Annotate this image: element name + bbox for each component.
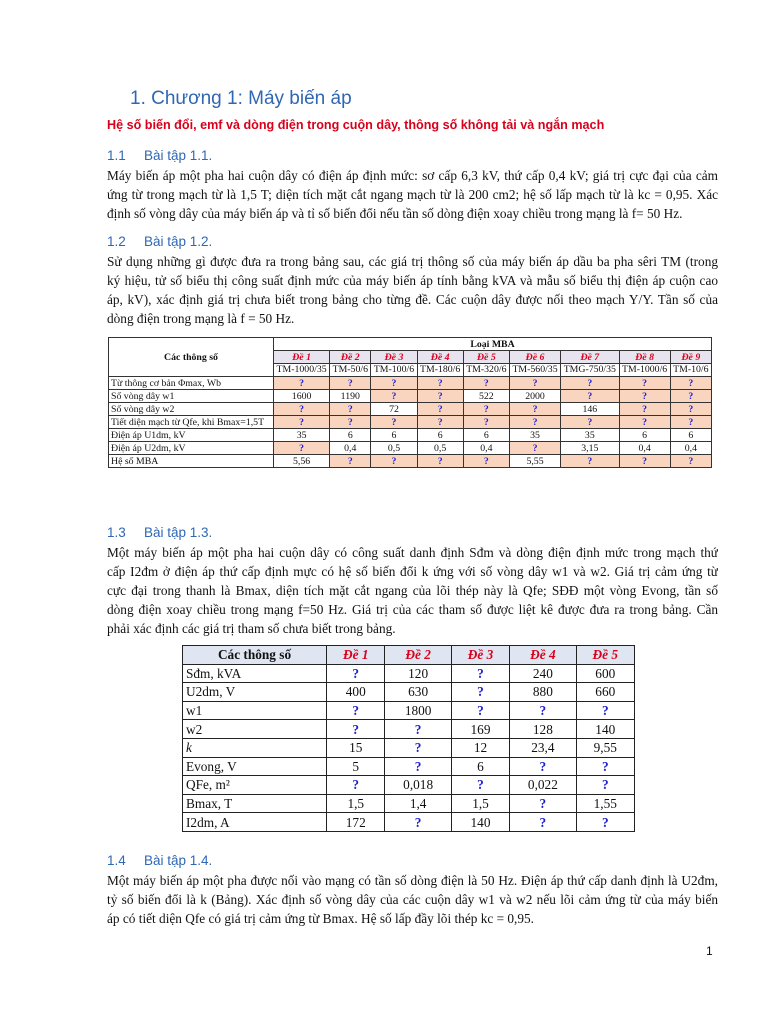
table-cell: 140 — [576, 720, 634, 739]
table-cell: ? — [451, 701, 509, 720]
table-cell: QFe, m² — [183, 776, 327, 795]
table-cell: ? — [417, 377, 463, 390]
table-cell: ? — [670, 390, 711, 403]
table-cell: ? — [670, 403, 711, 416]
table-transformer-types — [108, 337, 712, 468]
table-cell: Evong, V — [183, 757, 327, 776]
section-1-1-text — [107, 166, 718, 223]
table-cell: 400 — [327, 683, 385, 702]
table-cell: ? — [670, 455, 711, 468]
table-header-row — [109, 338, 712, 351]
table-cell: ? — [371, 390, 417, 403]
table-cell: 5,55 — [509, 455, 560, 468]
table-cell: Hệ số MBA — [109, 455, 274, 468]
table-cell: ? — [327, 701, 385, 720]
table-cell: ? — [385, 757, 451, 776]
table-cell: ? — [576, 701, 634, 720]
table-cell: 630 — [385, 683, 451, 702]
section-1-4-text — [107, 871, 718, 928]
table-cell: 140 — [451, 813, 509, 832]
table-header-cell: Đề 2 — [385, 646, 451, 665]
table-cell: 5,56 — [274, 455, 330, 468]
section-title: Bài tập 1.3. — [144, 525, 213, 540]
table-row — [109, 403, 712, 416]
table-cell: ? — [619, 403, 670, 416]
table-header-cell: Đề 2 — [330, 351, 371, 364]
table-cell: 128 — [510, 720, 576, 739]
table-cell: 3,15 — [561, 442, 619, 455]
table-cell: ? — [463, 377, 509, 390]
table-header-cell: Đề 1 — [274, 351, 330, 364]
table-cell: 169 — [451, 720, 509, 739]
table-header-cell: Đề 9 — [670, 351, 711, 364]
table-cell: 0,5 — [371, 442, 417, 455]
table-row — [109, 377, 712, 390]
table-cell: w1 — [183, 701, 327, 720]
section-number: 1.3 — [107, 525, 126, 540]
table-header-cell: Đề 3 — [371, 351, 417, 364]
table-cell: ? — [509, 416, 560, 429]
table-cell: 35 — [274, 429, 330, 442]
table-header-cell: Đề 3 — [451, 646, 509, 665]
section-heading-1-2 — [107, 234, 212, 249]
text-line: phải xác định các giá trị tham số chưa biết trong bảng. — [107, 621, 396, 636]
text-line: cấp I2đm ở điện áp thứ cấp định mực có hệ số biến đổi k ứng với số vòng dây w1 và w2. Giá trị cảm ứng từ — [107, 564, 718, 579]
table-cell: ? — [327, 776, 385, 795]
table-cell: ? — [274, 377, 330, 390]
table-header-cell: TMG-750/35 — [561, 364, 619, 377]
table-cell: ? — [385, 738, 451, 757]
table-header-cell: Đề 6 — [509, 351, 560, 364]
table-cell: ? — [274, 442, 330, 455]
table-cell: 6 — [417, 429, 463, 442]
table-cell: ? — [330, 416, 371, 429]
table-header-cell: Các thông số — [183, 646, 327, 665]
table-cell: ? — [371, 416, 417, 429]
table-row — [183, 683, 635, 702]
table-cell: ? — [451, 776, 509, 795]
chapter-title: 1. Chương 1: Máy biến áp — [130, 88, 352, 109]
text-line: Một máy biến áp một pha được nối vào mạng có tần số dòng điện là 50 Hz. Điện áp thứ cấp danh định là U2đm, — [107, 873, 718, 888]
table-header-cell: TM-560/35 — [509, 364, 560, 377]
table-header-cell: Loại MBA — [274, 338, 712, 351]
table-row — [183, 701, 635, 720]
table-cell: 35 — [509, 429, 560, 442]
table-cell: 600 — [576, 664, 634, 683]
table-cell: 15 — [327, 738, 385, 757]
table-cell: k — [183, 738, 327, 757]
table-header-cell: Đề 4 — [510, 646, 576, 665]
table-row — [109, 416, 712, 429]
section-1-3-text — [107, 543, 718, 638]
table-cell: 1,55 — [576, 794, 634, 813]
table-row — [183, 757, 635, 776]
table-cell: ? — [561, 416, 619, 429]
table-cell: Sđm, kVA — [183, 664, 327, 683]
table-cell: U2dm, V — [183, 683, 327, 702]
section-title: Bài tập 1.1. — [144, 148, 213, 163]
table-cell: 0,018 — [385, 776, 451, 795]
table-single-phase — [182, 645, 635, 832]
table-cell: 1600 — [274, 390, 330, 403]
section-number: 1.2 — [107, 234, 126, 249]
table-cell: 0,5 — [417, 442, 463, 455]
table-cell: 72 — [371, 403, 417, 416]
table-cell: 6 — [330, 429, 371, 442]
table-cell: 660 — [576, 683, 634, 702]
table-cell: 880 — [510, 683, 576, 702]
table-cell: 6 — [371, 429, 417, 442]
text-line: áp, kV), xác định giá trị chưa biết trong bảng cho từng đề. Các cuộn dây được nối theo mạch Y/Y. Tần số của — [107, 292, 718, 307]
table-cell: ? — [509, 442, 560, 455]
table-cell: 12 — [451, 738, 509, 757]
table-header-cell: TM-100/6 — [371, 364, 417, 377]
table-row — [109, 429, 712, 442]
table-cell: 0,4 — [619, 442, 670, 455]
table-row — [183, 813, 635, 832]
table-cell: 0,4 — [670, 442, 711, 455]
text-line: dòng điện xoay chiều trong mạng f=50 Hz. Giá trị của các tham số được liệt kê được đưa ra trong bảng. Cần — [107, 602, 718, 617]
section-1-2-text — [107, 252, 718, 328]
table-cell: Điện áp U2dm, kV — [109, 442, 274, 455]
table-header-cell: Đề 4 — [417, 351, 463, 364]
table-header-cell: Các thông số — [109, 338, 274, 377]
table-cell: 0,4 — [330, 442, 371, 455]
chapter-subtitle: Hệ số biến đổi, emf và dòng điện trong cuộn dây, thông số không tải và ngắn mạch — [107, 118, 605, 132]
table-cell: ? — [561, 390, 619, 403]
table-header-cell: TM-50/6 — [330, 364, 371, 377]
table-cell: ? — [274, 416, 330, 429]
table-cell: 0,022 — [510, 776, 576, 795]
table-cell: ? — [576, 776, 634, 795]
table-cell: 9,55 — [576, 738, 634, 757]
table-cell: Số vòng dây w1 — [109, 390, 274, 403]
table-cell: Số vòng dây w2 — [109, 403, 274, 416]
table-cell: 1,4 — [385, 794, 451, 813]
text-line: cực đại trong thanh là Bmax, diện tích mặt cắt ngang của lõi thép này là Qfe; SĐĐ một vòng Evong, tần số — [107, 583, 718, 598]
table-cell: 146 — [561, 403, 619, 416]
table-cell: 2000 — [509, 390, 560, 403]
table-cell: 35 — [561, 429, 619, 442]
table-cell: ? — [330, 455, 371, 468]
table-cell: ? — [417, 416, 463, 429]
text-line: định số vòng dây của máy biến áp và tỉ số biến đổi nếu tần số dòng điện xoay chiều trong mạng là f= 50 Hz. — [107, 206, 683, 221]
table-header-cell: TM-10/6 — [670, 364, 711, 377]
table-cell: ? — [576, 757, 634, 776]
table-cell: ? — [463, 416, 509, 429]
table-cell: ? — [619, 455, 670, 468]
table-header-cell: TM-320/6 — [463, 364, 509, 377]
text-line: Máy biến áp một pha hai cuộn dây có điện áp định mức: sơ cấp 6,3 kV, thứ cấp 0,4 kV; giá trị cực đại của cảm — [107, 168, 718, 183]
table-cell: ? — [510, 757, 576, 776]
section-title: Bài tập 1.2. — [144, 234, 213, 249]
table-cell: ? — [371, 455, 417, 468]
table-header-cell: Đề 1 — [327, 646, 385, 665]
table-cell: 23,4 — [510, 738, 576, 757]
text-line: áp có tiết diện Qfe có giá trị cảm ứng từ Bmax. Hệ số lấp đầy lõi thép kc = 0,95. — [107, 911, 534, 926]
table-header-cell: TM-1000/6 — [619, 364, 670, 377]
section-number: 1.4 — [107, 853, 126, 868]
table-cell: ? — [385, 720, 451, 739]
table-cell: 6 — [670, 429, 711, 442]
table-cell: 1,5 — [327, 794, 385, 813]
table-header-cell: TM-180/6 — [417, 364, 463, 377]
table-cell: 5 — [327, 757, 385, 776]
table-header-cell: Đề 5 — [576, 646, 634, 665]
table-cell: ? — [417, 390, 463, 403]
table-row — [183, 738, 635, 757]
text-line: ứng từ trong mạch từ là 1,5 T; diện tích mặt cắt ngang mạch từ là 200 cm2; hệ số lấp mạch từ là kc = 0,95. Xác — [107, 187, 718, 202]
table-header-cell: Đề 5 — [463, 351, 509, 364]
table-cell: I2dm, A — [183, 813, 327, 832]
table-header-cell: Đề 8 — [619, 351, 670, 364]
table-cell: ? — [619, 377, 670, 390]
text-line: tỷ số biến đổi là k (Bảng). Xác định số vòng dây của các cuộn dây w1 và w2 nếu lõi cảm ứng từ của máy biến — [107, 892, 718, 907]
table-cell: ? — [463, 455, 509, 468]
table-row — [183, 664, 635, 683]
section-heading-1-3 — [107, 525, 212, 540]
section-heading-1-4 — [107, 853, 212, 868]
table-cell: ? — [510, 701, 576, 720]
table-cell: ? — [510, 813, 576, 832]
table-cell: 6 — [619, 429, 670, 442]
table-cell: ? — [670, 377, 711, 390]
table-cell: ? — [327, 664, 385, 683]
section-heading-1-1 — [107, 148, 212, 163]
table-cell: Bmax, T — [183, 794, 327, 813]
table-cell: ? — [385, 813, 451, 832]
table-cell: 120 — [385, 664, 451, 683]
table-row — [109, 455, 712, 468]
table-row — [183, 720, 635, 739]
table-cell: Tiết diện mạch từ Qfe, khi Bmax=1,5T — [109, 416, 274, 429]
text-line: ký hiệu, tử số biểu thị công suất định mức của máy biến áp tính bằng kVA và mẫu số biểu thị điện áp cuộn cao — [107, 273, 718, 288]
table-cell: 6 — [463, 429, 509, 442]
table-cell: ? — [509, 403, 560, 416]
table-cell: ? — [451, 664, 509, 683]
table-cell: ? — [451, 683, 509, 702]
table-cell: ? — [330, 377, 371, 390]
table-cell: ? — [619, 390, 670, 403]
table-cell: 240 — [510, 664, 576, 683]
text-line: dòng điện trong mạng là f = 50 Hz. — [107, 311, 295, 326]
text-line: Sử dụng những gì được đưa ra trong bảng sau, các giá trị thông số của máy biến áp dầu ba pha sêri TM (trong — [107, 254, 718, 269]
table-cell: ? — [417, 455, 463, 468]
table-cell: ? — [463, 403, 509, 416]
table-cell: 1,5 — [451, 794, 509, 813]
page-number: 1 — [706, 944, 713, 958]
table-cell: w2 — [183, 720, 327, 739]
section-title: Bài tập 1.4. — [144, 853, 213, 868]
table-cell: 522 — [463, 390, 509, 403]
table-cell: 1800 — [385, 701, 451, 720]
table-cell: 1190 — [330, 390, 371, 403]
table-cell: Từ thông cơ bản Φmax, Wb — [109, 377, 274, 390]
table-cell: ? — [619, 416, 670, 429]
table-cell: ? — [371, 377, 417, 390]
table-row — [109, 390, 712, 403]
text-line: Một máy biến áp một pha hai cuộn dây có công suất danh định Sđm và dòng điện định mức trong mạch thứ — [107, 545, 718, 560]
table-cell: Điện áp U1dm, kV — [109, 429, 274, 442]
table-cell: ? — [561, 455, 619, 468]
table-cell: ? — [417, 403, 463, 416]
table-cell: ? — [561, 377, 619, 390]
table-cell: 0,4 — [463, 442, 509, 455]
table-cell: ? — [510, 794, 576, 813]
table-row — [183, 776, 635, 795]
table-cell: ? — [327, 720, 385, 739]
table-header-row — [183, 646, 635, 665]
table-cell: ? — [330, 403, 371, 416]
table-cell: ? — [509, 377, 560, 390]
table-cell: 172 — [327, 813, 385, 832]
table-header-cell: TM-1000/35 — [274, 364, 330, 377]
table-row — [109, 442, 712, 455]
table-cell: ? — [670, 416, 711, 429]
table-cell: ? — [274, 403, 330, 416]
table-cell: ? — [576, 813, 634, 832]
table-row — [183, 794, 635, 813]
table-header-cell: Đề 7 — [561, 351, 619, 364]
section-number: 1.1 — [107, 148, 126, 163]
table-cell: 6 — [451, 757, 509, 776]
